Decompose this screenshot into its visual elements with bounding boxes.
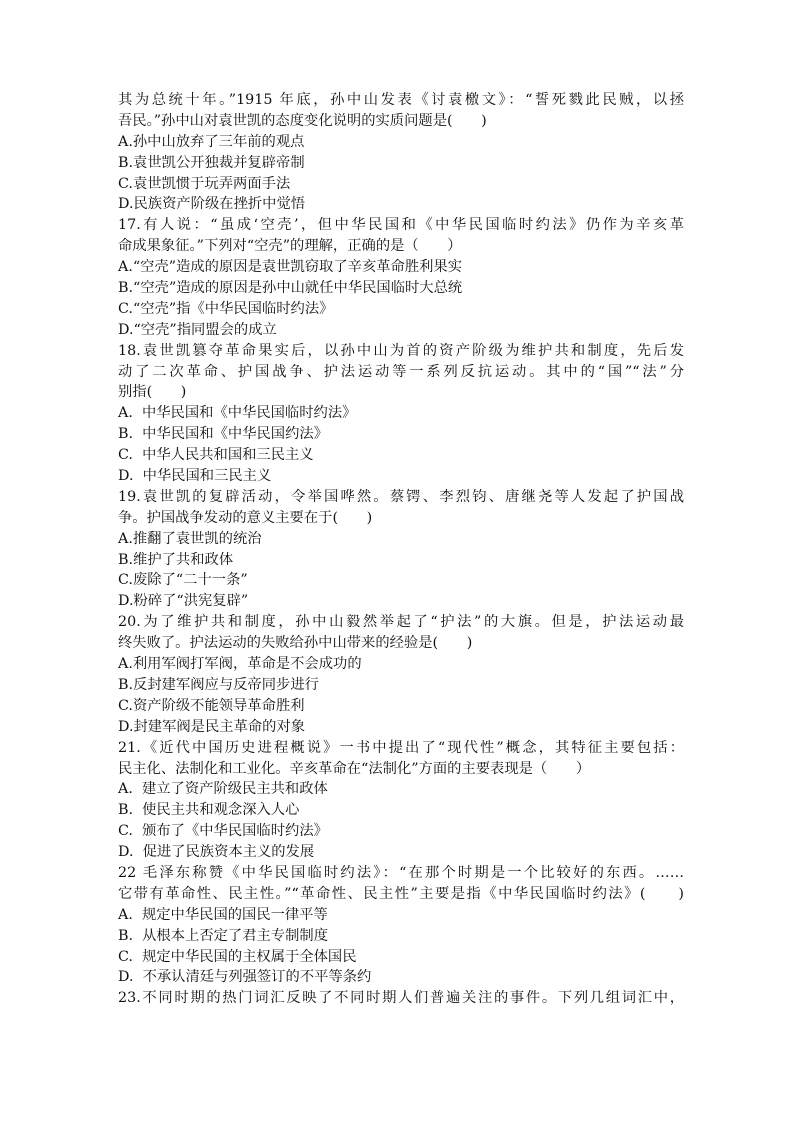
text-line-1: 其为总统十年。”1915 年底，孙中山发表《讨袁檄文》：“誓死戮此民贼，以拯 (118, 92, 684, 108)
text-line-2: 吾民。”孙中山对袁世凯的态度变化说明的实质问题是( ) (118, 112, 487, 129)
question-18-line-2: 动了二次革命、护国战争、护法运动等一系列反抗运动。其中的“国”“法”分 (118, 363, 684, 380)
option-line-a: A.孙中山放弃了三年前的观点 (118, 133, 305, 150)
question-22-option-c: C. 规定中华民国的主权属于全体国民 (118, 948, 357, 965)
question-17-line-1: 17.有人说：“虽成‘空壳’，但中华民国和《中华民国临时约法》仍作为辛亥革 (118, 217, 684, 234)
question-19-option-c: C.废除了“二十一条” (118, 572, 248, 589)
question-18-option-c: C. 中华人民共和国和三民主义 (118, 447, 314, 464)
question-21-option-c: C. 颁布了《中华民国临时约法》 (118, 823, 328, 840)
question-17-option-d: D.“空壳”指同盟会的成立 (118, 321, 277, 338)
option-line-d: D.民族资产阶级在挫折中觉悟 (118, 196, 306, 213)
question-22-line-1: 22 毛泽东称赞《中华民国临时约法》：“在那个时期是一个比较好的东西。…… (118, 864, 684, 881)
question-21-line-2: 民主化、法制化和工业化。辛亥革命在“法制化”方面的主要表现是（ ） (118, 760, 591, 777)
question-20-option-b: B.反封建军阀应与反帝同步进行 (118, 676, 319, 693)
document-page (118, 90, 684, 1009)
question-18-option-d: D. 中华民国和三民主义 (118, 468, 272, 485)
question-20-line-1: 20.为了维护共和制度，孙中山毅然举起了“护法”的大旗。但是，护法运动最 (118, 614, 684, 631)
question-21-option-d: D. 促进了民族资本主义的发展 (118, 844, 315, 861)
question-20-option-d: D.封建军阀是民主革命的对象 (118, 718, 306, 735)
question-19-line-2: 争。护国战争发动的意义主要在于( ) (118, 509, 373, 526)
question-20-option-a: A.利用军阀打军阀，革命是不会成功的 (118, 656, 362, 673)
question-18-line-1: 18.袁世凯篡夺革命果实后，以孙中山为首的资产阶级为维护共和制度，先后发 (118, 342, 684, 359)
question-22-option-b: B. 从根本上否定了君主专制制度 (118, 927, 328, 944)
question-23-line-1: 23.不同时期的热门词汇反映了不同时期人们普遍关注的事件。下列几组词汇中， (118, 990, 684, 1007)
question-20-option-c: C.资产阶级不能领导革命胜利 (118, 697, 305, 714)
question-17-option-a: A.“空壳”造成的原因是袁世凯窃取了辛亥革命胜利果实 (118, 259, 463, 276)
question-18-line-3: 别指( ) (118, 384, 187, 401)
option-line-b: B.袁世凯公开独裁并复辟帝制 (118, 154, 305, 171)
question-22-option-a: A. 规定中华民国的国民一律平等 (118, 906, 328, 923)
option-line-c: C.袁世凯惯于玩弄两面手法 (118, 175, 291, 192)
question-17-option-b: B.“空壳”造成的原因是孙中山就任中华民国临时大总统 (118, 280, 463, 297)
question-20-line-2: 终失败了。护法运动的失败给孙中山带来的经验是( ) (118, 635, 473, 652)
question-19-option-b: B.维护了共和政体 (118, 551, 234, 568)
question-21-option-a: A. 建立了资产阶级民主共和政体 (118, 781, 328, 798)
question-22-line-2: 它带有革命性、民主性。”“革命性、民主性”主要是指《中华民国临时约法》( ) (118, 885, 684, 902)
question-19-option-a: A.推翻了袁世凯的统治 (118, 530, 262, 547)
question-21-option-b: B. 使民主共和观念深入人心 (118, 802, 300, 819)
question-18-option-a: A. 中华民国和《中华民国临时约法》 (118, 405, 357, 422)
question-17-option-c: C.“空壳”指《中华民国临时约法》 (118, 300, 334, 317)
question-21-line-1: 21.《近代中国历史进程概说》一书中提出了“现代性”概念，其特征主要包括： (118, 739, 684, 756)
question-17-line-2: 命成果象征。”下列对“空壳”的理解，正确的是（ ） (118, 238, 462, 255)
question-19-option-d: D.粉碎了“洪宪复辟” (118, 593, 249, 610)
question-19-line-1: 19.袁世凯的复辟活动，令举国哗然。蔡锷、李烈钧、唐继尧等人发起了护国战 (118, 488, 684, 505)
question-22-option-d: D. 不承认清廷与列强签订的不平等条约 (118, 969, 372, 986)
question-18-option-b: B. 中华民国和《中华民国约法》 (118, 426, 328, 443)
